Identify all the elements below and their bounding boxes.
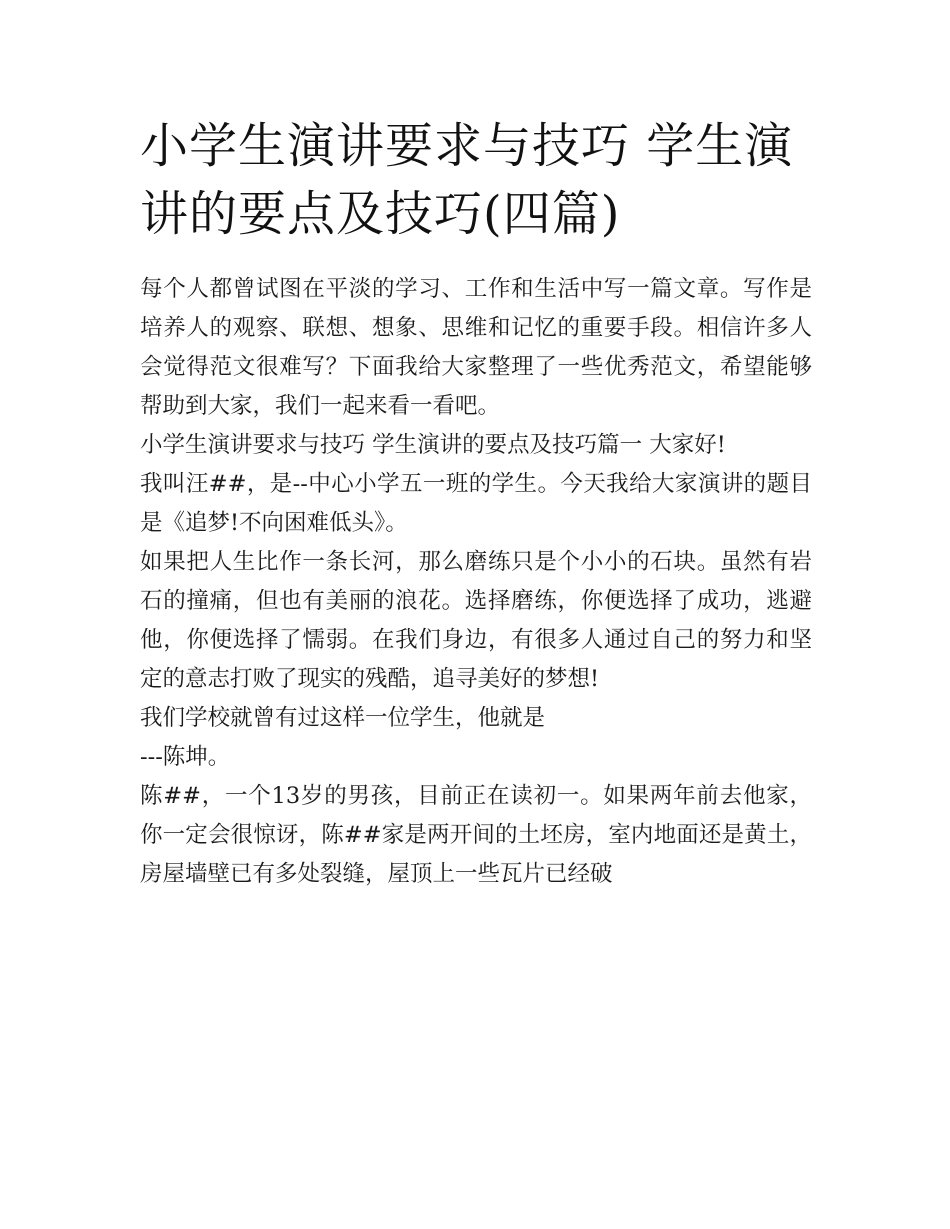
paragraph-life-metaphor: 如果把人生比作一条长河，那么磨练只是个小小的石块。虽然有岩石的撞痛，但也有美丽的浪花。选择磨练，你便选择了成功，逃避他，你便选择了懦弱。在我们身边，有很多人通过自己的努力和坚定的意志打败了现实的残酷，追寻美好的梦想! bbox=[140, 549, 812, 692]
paragraph-school-student: 我们学校就曾有过这样一位学生，他就是 bbox=[140, 705, 546, 731]
paragraph-student-story: 陈##，一个13岁的男孩，目前正在读初一。如果两年前去他家，你一定会很惊讶，陈##家是两开间的土坯房，室内地面还是黄土，房屋墙壁已有多处裂缝，屋顶上一些瓦片已经破 bbox=[140, 783, 812, 887]
document-title-line-1: 小学生演讲要求与技巧 学生演 bbox=[140, 118, 794, 174]
document-title bbox=[140, 112, 812, 248]
paragraph-student-name: ---陈坤。 bbox=[140, 744, 231, 770]
document-page bbox=[140, 112, 812, 894]
paragraph-self-introduction: 我叫汪##，是--中心小学五一班的学生。今天我给大家演讲的题目是《追梦!不向困难低头》。 bbox=[140, 471, 812, 536]
paragraph-intro: 每个人都曾试图在平淡的学习、工作和生活中写一篇文章。写作是培养人的观察、联想、想象、思维和记忆的重要手段。相信许多人会觉得范文很难写？下面我给大家整理了一些优秀范文，希望能够帮助到大家，我们一起来看一看吧。 bbox=[140, 276, 812, 419]
document-body bbox=[140, 270, 812, 894]
paragraph-section-heading: 小学生演讲要求与技巧 学生演讲的要点及技巧篇一 大家好! bbox=[140, 432, 726, 458]
document-title-line-2: 讲的要点及技巧(四篇) bbox=[140, 186, 621, 242]
